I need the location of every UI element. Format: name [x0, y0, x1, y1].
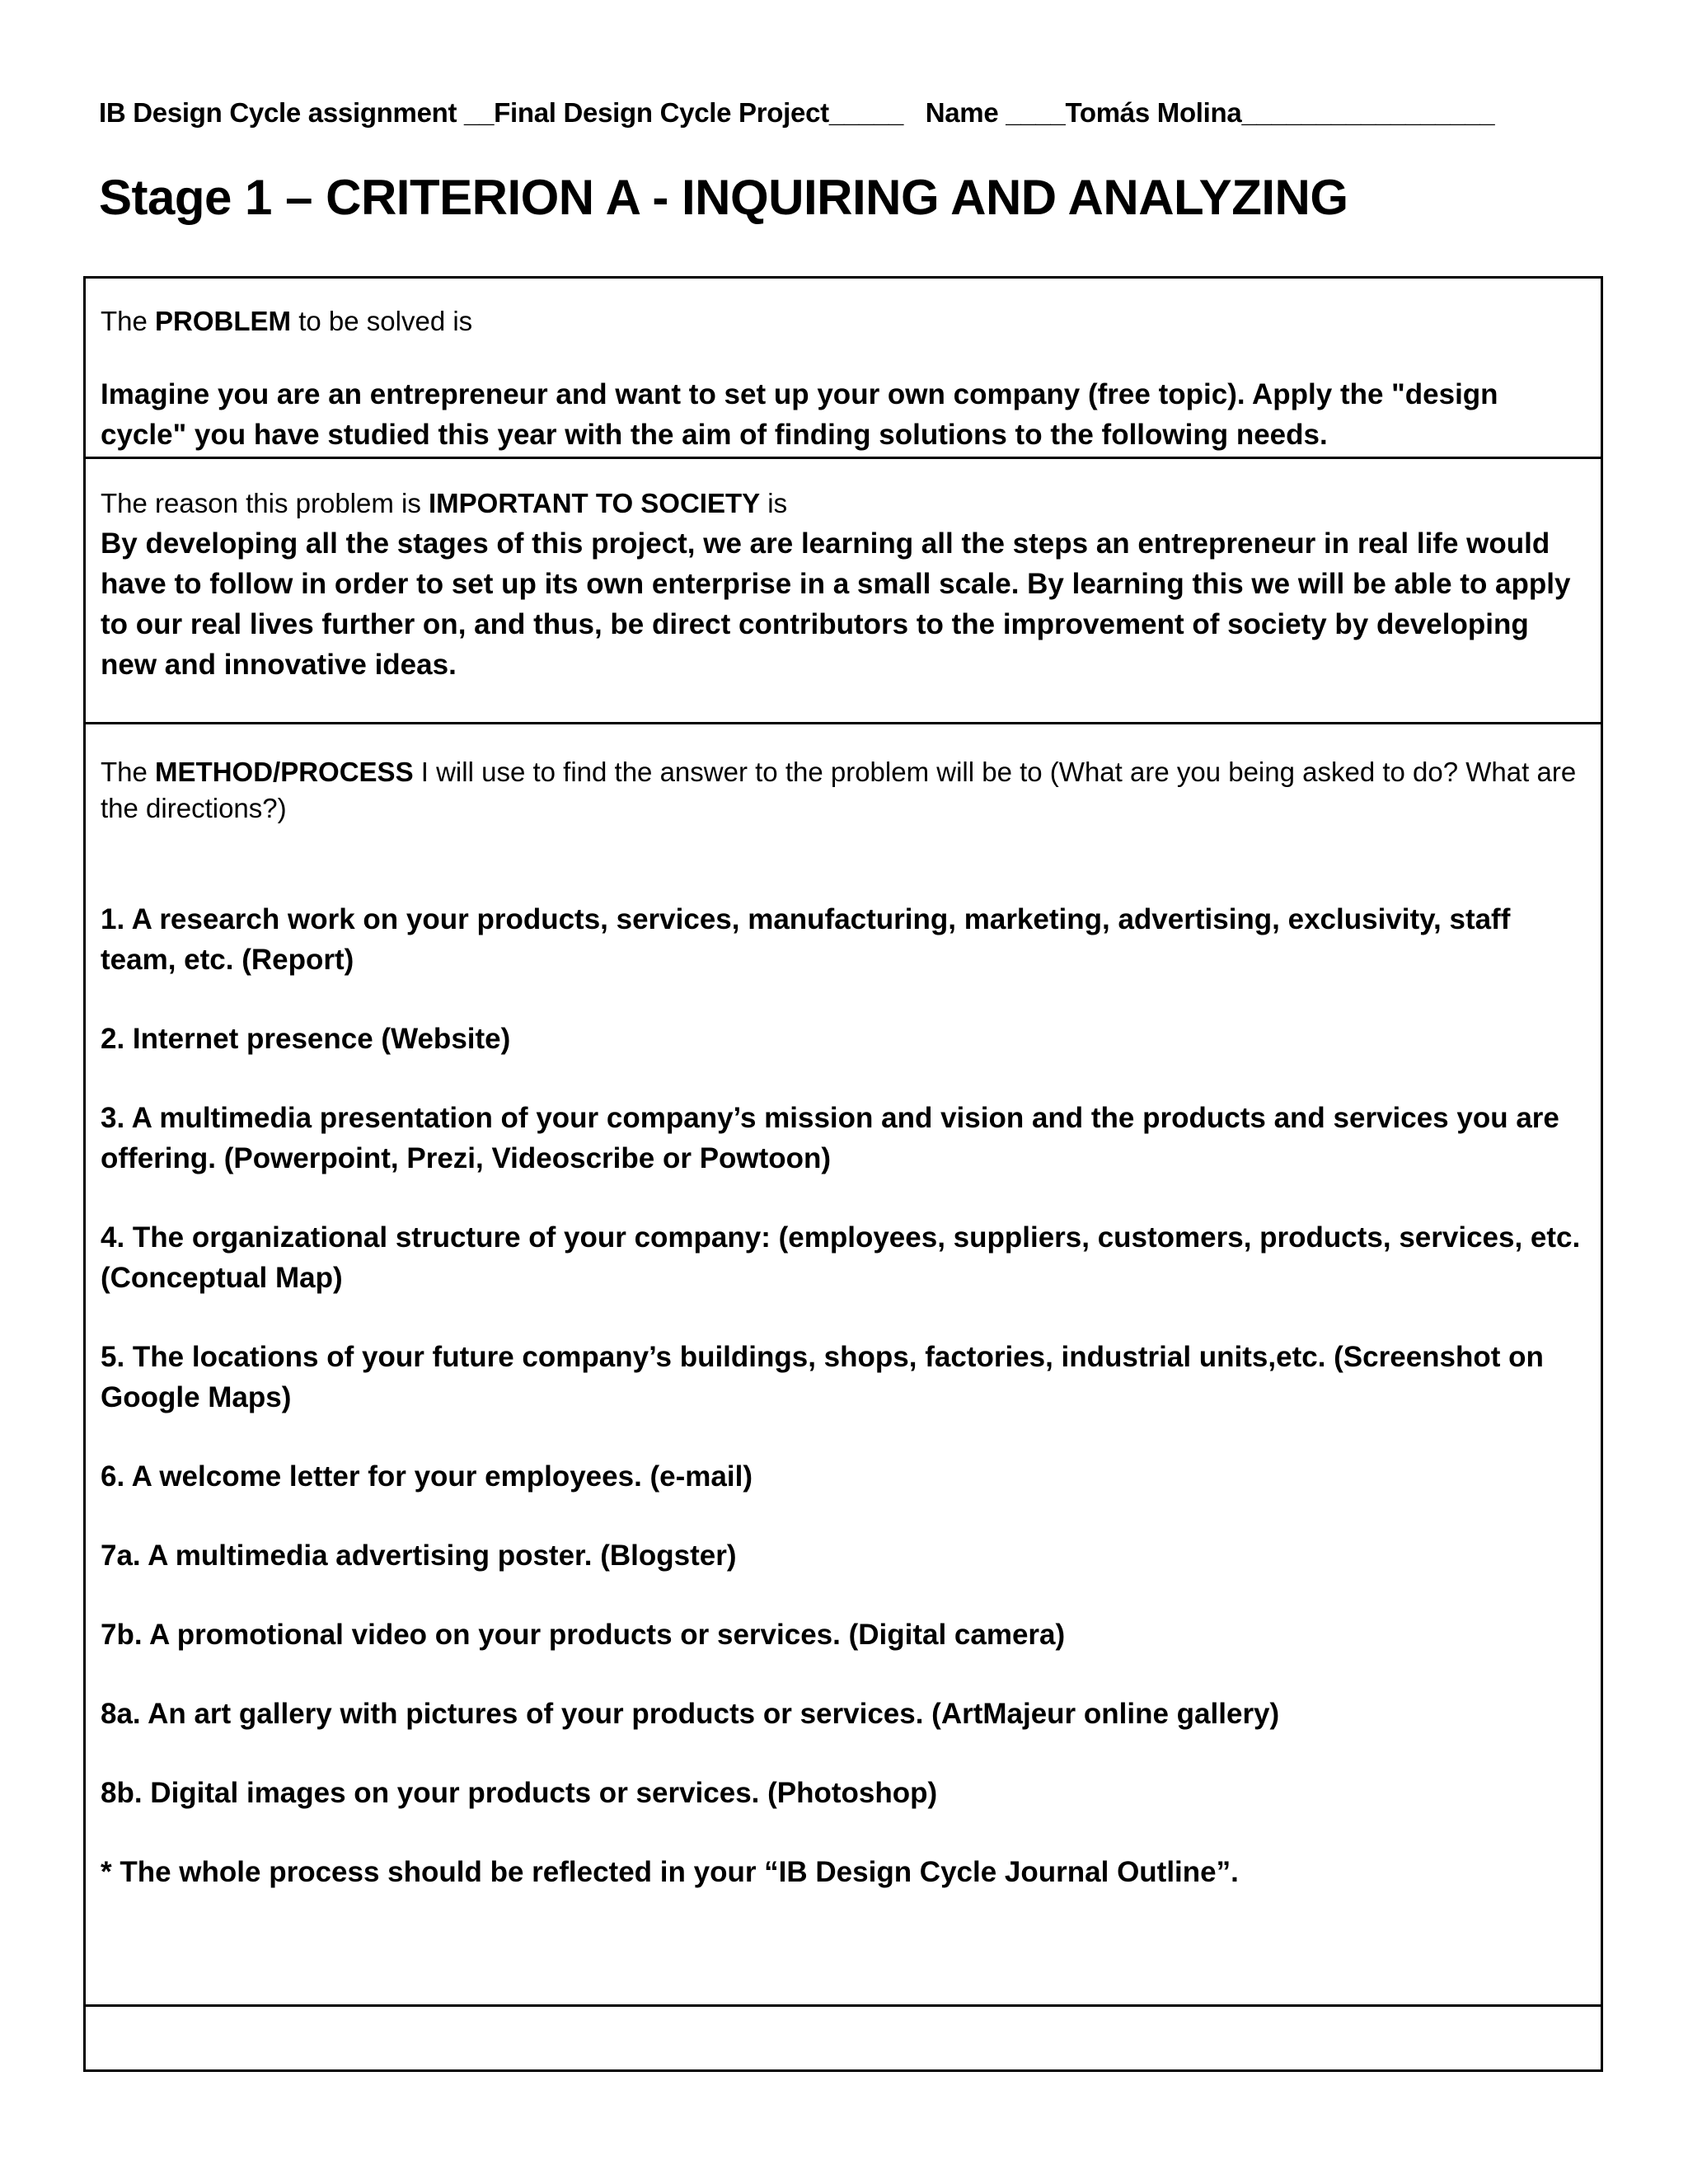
- method-prompt-pre: The: [101, 757, 156, 787]
- method-prompt: [101, 754, 1586, 827]
- method-cell: [86, 724, 1601, 2007]
- empty-cell: [86, 2007, 1601, 2069]
- assignment-label: IB Design Cycle assignment: [99, 97, 457, 128]
- method-note: * The whole process should be reflected in your “IB Design Cycle Journal Outline”.: [101, 1856, 1239, 1888]
- method-item: 8b. Digital images on your products or services. (Photoshop): [101, 1777, 938, 1809]
- method-item: 8a. An art gallery with pictures of your products or services. (ArtMajeur online gallery): [101, 1698, 1280, 1730]
- society-prompt-post: is: [760, 488, 788, 518]
- method-item: 7a. A multimedia advertising poster. (Blogster): [101, 1540, 737, 1572]
- document-header: [99, 97, 1494, 129]
- criterion-table: [83, 276, 1603, 2072]
- method-item: 6. A welcome letter for your employees. (e-mail): [101, 1460, 753, 1493]
- method-prompt-keyword: METHOD/PROCESS: [155, 757, 414, 787]
- method-item: 7b. A promotional video on your products or services. (Digital camera): [101, 1619, 1066, 1651]
- problem-cell: [86, 279, 1601, 459]
- society-prompt: [101, 485, 1586, 522]
- method-item: 5. The locations of your future company’s buildings, shops, factories, industrial units,etc. (Screenshot on Google Maps): [101, 1341, 1544, 1413]
- name-value: ____Tomás Molina_________________: [1006, 97, 1495, 128]
- method-item: 4. The organizational structure of your company: (employees, suppliers, customers, products, services, etc. (Conceptual Map): [101, 1221, 1581, 1294]
- method-item: 1. A research work on your products, services, manufacturing, marketing, advertising, exclusivity, staff team, etc. (Report): [101, 903, 1511, 976]
- name-label: Name: [925, 97, 999, 128]
- society-prompt-pre: The reason this problem is: [101, 488, 429, 518]
- society-prompt-keyword: IMPORTANT TO SOCIETY: [429, 488, 761, 518]
- method-item: 2. Internet presence (Website): [101, 1023, 511, 1055]
- problem-prompt-pre: The: [101, 306, 156, 336]
- assignment-value: __Final Design Cycle Project_____: [464, 97, 904, 128]
- method-item: 3. A multimedia presentation of your company’s mission and vision and the products and services you are offering. (Powerpoint, Prezi, Videoscribe or Powtoon): [101, 1102, 1559, 1174]
- society-cell: [86, 459, 1601, 724]
- problem-prompt-post: to be solved is: [291, 306, 473, 336]
- problem-answer: Imagine you are an entrepreneur and want to set up your own company (free topic). Apply the "design cycle" you have studied this year with the aim of finding solutions to the following needs.: [101, 378, 1498, 451]
- society-answer: By developing all the stages of this project, we are learning all the steps an entrepreneur in real life would have to follow in order to set up its own enterprise in a small scale. By learning this we will be able to apply to our real lives further on, and thus, be direct contributors to the improvement of society by developing new and innovative ideas.: [101, 527, 1571, 681]
- problem-prompt-keyword: PROBLEM: [155, 306, 292, 336]
- method-list: [101, 899, 1586, 1892]
- problem-prompt: [101, 303, 1586, 340]
- page-title: Stage 1 – CRITERION A - INQUIRING AND ANALYZING: [99, 170, 1348, 225]
- method-prompt-post: I will use to find the answer to the problem will be to (What are you being asked to do? What are the directions?): [101, 757, 1577, 823]
